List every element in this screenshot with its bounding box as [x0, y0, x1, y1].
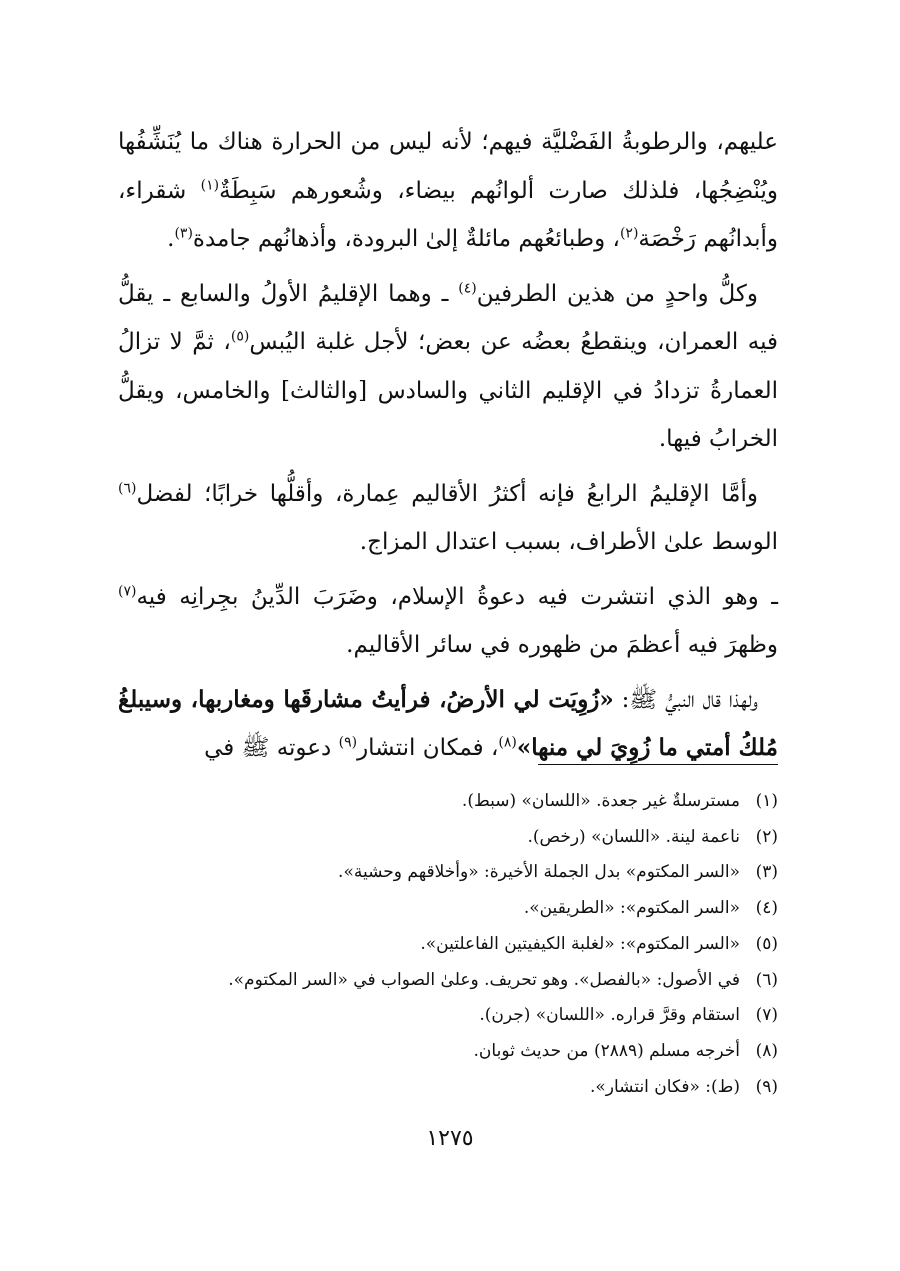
footnote-marker: (٦)	[118, 479, 137, 496]
text-run: .	[167, 226, 175, 252]
footnote-number: (٤)	[755, 898, 778, 919]
footnote-marker: (٥)	[230, 328, 250, 345]
footnote-number: (٨)	[755, 1040, 778, 1061]
footnote-marker: (٤)	[458, 279, 477, 296]
footnote-marker: (١)	[200, 176, 220, 193]
text-run: عليهم، والرطوبةُ الفَضْليَّة فيهم؛ لأنه ليس من الحرارة هناك ما يُنَشِّفُها ويُنْضِجُها، فلذلك صارت ألوانُهم بيضاء، وشُعورهم سَبِطَةٌ	[118, 129, 778, 204]
text-run: دعوته ﷺ في	[204, 735, 339, 761]
text-run: ـ وهو الذي انتشرت فيه دعوةُ الإسلام، وضَرَبَ الدِّينُ بجِرانِه فيه	[136, 583, 778, 610]
text-run: ، وطبائعُهم مائلةٌ إلىٰ البرودة، وأذهانُهم جامدة	[192, 226, 620, 252]
text-run: شقراء، وأبدانُهم رَخْصَة	[118, 177, 778, 252]
text-run: الوسط علىٰ الأطراف، بسبب اعتدال المزاج.	[359, 529, 778, 555]
footnote	[118, 1070, 778, 1106]
footnote-separator	[538, 764, 778, 765]
footnote-number: (٢)	[755, 826, 778, 847]
text-run: ، ثمَّ لا تزالُ العمارةُ تزدادُ في الإقليم الثاني والسادس [والثالث] والخامس، ويقلُّ الخرابُ فيها.	[118, 329, 778, 452]
footnote	[118, 784, 778, 820]
footnote-text: في الأصول: «بالفصل». وهو تحريف. وعلىٰ الصواب في «السر المكتوم».	[228, 969, 740, 990]
footnote-marker: (٨)	[498, 734, 517, 751]
paragraph	[118, 270, 778, 464]
footnote-marker: (٧)	[118, 582, 137, 599]
footnote-text: «السر المكتوم»: «لغلبة الكيفيتين الفاعلتين».	[420, 933, 740, 954]
footnote-number: (٥)	[755, 933, 778, 954]
footnote-marker: (٢)	[619, 225, 639, 242]
footnote	[118, 963, 778, 999]
footnote-number: (٧)	[755, 1005, 778, 1026]
footnote-number: (١)	[755, 791, 778, 811]
footnote-text: مسترسلةٌ غير جعدة. «اللسان» (سبط).	[461, 791, 740, 811]
hadith-quote: «زُوِيَت لي الأرضُ، فرأيتُ مشارقَها ومغاربها، وسيبلغُ مُلكُ أمتي ما زُوِيَ لي منها»	[118, 685, 778, 761]
footnote-number: (٦)	[755, 969, 778, 990]
page-number: ١٢٧٥	[426, 1126, 474, 1151]
text-run: وظهرَ فيه أعظمَ من ظهوره في سائر الأقاليم.	[346, 632, 778, 658]
footnote-text: (ط): «فكان انتشار».	[589, 1076, 740, 1097]
paragraph	[118, 118, 778, 264]
paragraph	[118, 470, 778, 567]
footnote-marker: (٣)	[174, 225, 193, 242]
footnote	[118, 855, 778, 891]
footnote-text: «السر المكتوم» بدل الجملة الأخيرة: «وأخلاقهم وحشية».	[338, 862, 740, 883]
footnote-text: «السر المكتوم»: «الطريقين».	[523, 898, 740, 919]
footnote	[118, 820, 778, 856]
footnote	[118, 927, 778, 963]
footnote	[118, 891, 778, 927]
paragraph	[118, 573, 778, 670]
paragraph	[118, 676, 778, 773]
text-run: وأمَّا الإقليمُ الرابعُ فإنه أكثرُ الأقاليم عِمارة، وأقلُّها خرابًا؛ لفضل	[136, 480, 758, 507]
text-run: ولهذا قال النبيُّ ﷺ:	[613, 686, 758, 713]
text-run: وكلُّ واحدٍ من هذين الطرفين	[476, 280, 758, 307]
footnote-text: استقام وقرَّ قراره. «اللسان» (جرن).	[479, 1005, 740, 1026]
footnote-number: (٩)	[755, 1076, 778, 1097]
main-text	[118, 118, 778, 773]
footnote-text: ناعمة لينة. «اللسان» (رخص).	[527, 826, 740, 847]
footnote	[118, 1034, 778, 1070]
footnote-text: أخرجه مسلم (٢٨٨٩) من حديث ثوبان.	[473, 1040, 740, 1061]
footnote-marker: (٩)	[338, 734, 358, 751]
footnotes	[118, 784, 778, 1105]
footnote	[118, 998, 778, 1034]
text-run: ـ وهما الإقليمُ الأولُ والسابع ـ يقلُّ فيه العمران، وينقطعُ بعضُه عن بعض؛ لأجل غلبة اليُبس	[118, 280, 779, 355]
text-run: ، فمكان انتشار	[357, 735, 499, 761]
footnote-number: (٣)	[755, 862, 778, 883]
